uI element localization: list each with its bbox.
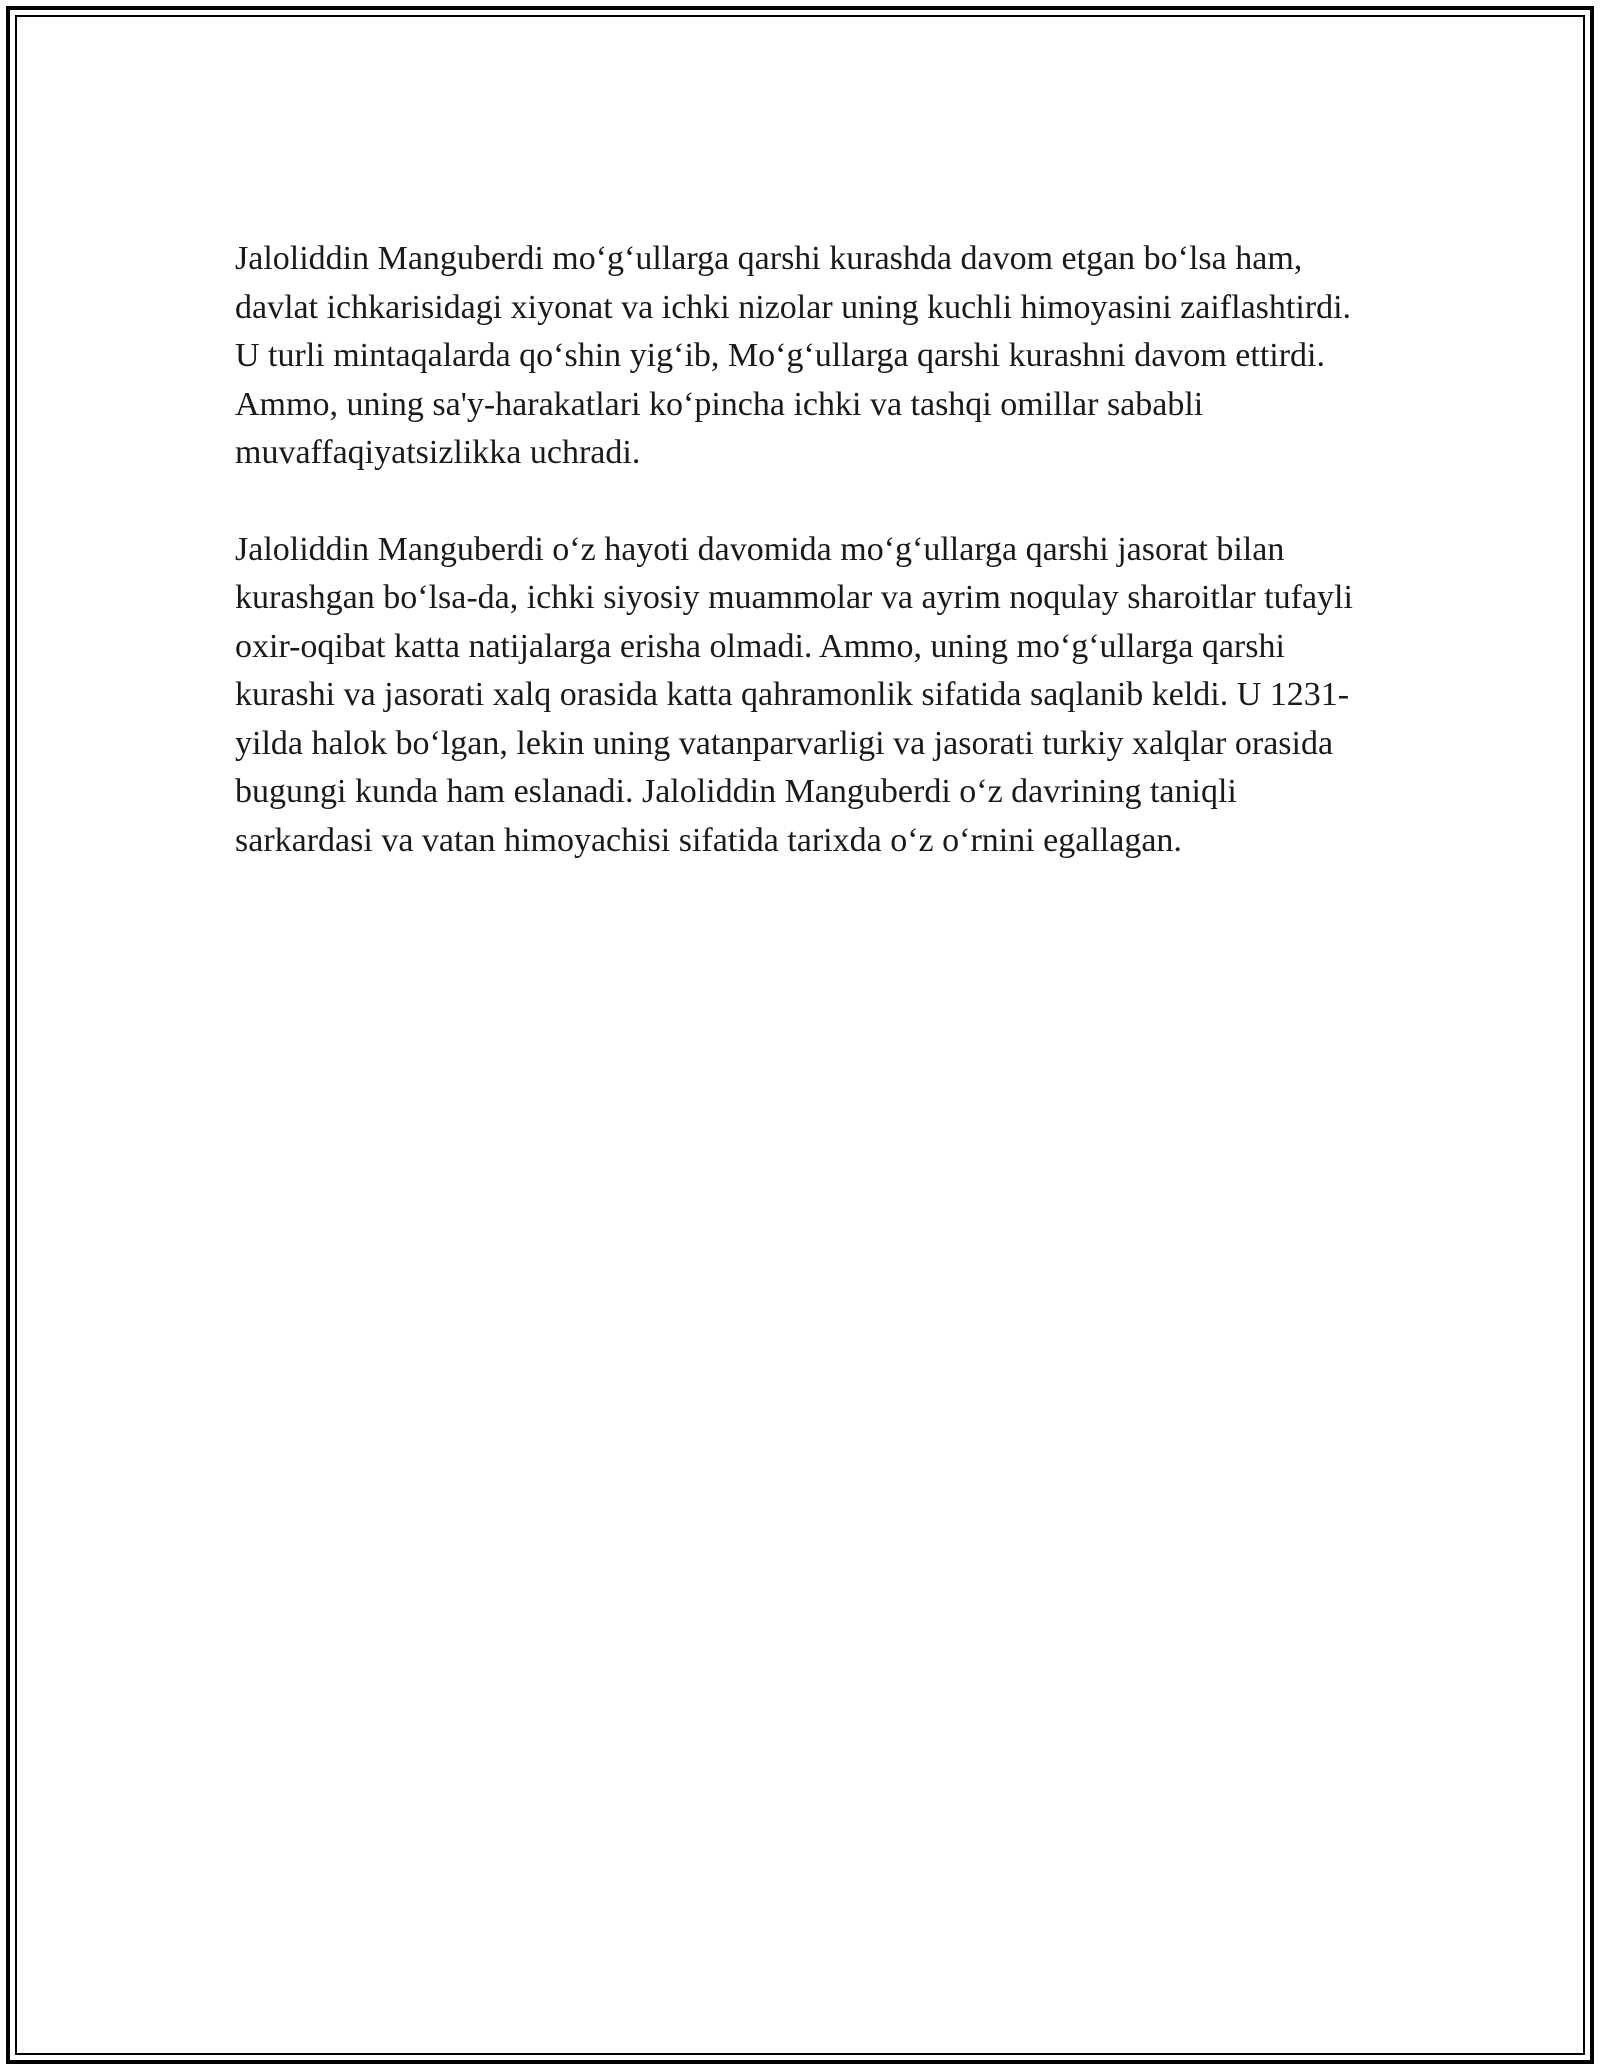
paragraph-2: Jaloliddin Manguberdi o‘z hayoti davomida mo‘g‘ullarga qarshi jasorat bilan kurashgan bo‘lsa-da, ichki siyosiy muammolar va ayrim noqulay sharoitlar tufayli oxir-oqibat katta natijalarga erisha olmadi. Ammo, uning mo‘g‘ullarga qarshi kurashi va jasorati xalq orasida katta qahramonlik sifatida saqlanib keldi. U 1231-yilda halok bo‘lgan, lekin uning vatanparvarligi va jasorati turkiy xalqlar orasida bugungi kunda ham eslanadi. Jaloliddin Manguberdi o‘z davrining taniqli sarkardasi va vatan himoyachisi sifatida tarixda o‘z o‘rnini egallagan. [235, 530, 1353, 859]
document-body [235, 235, 1355, 913]
paragraph-1: Jaloliddin Manguberdi mo‘g‘ullarga qarshi kurashda davom etgan bo‘lsa ham, davlat ichkarisidagi xiyonat va ichki nizolar uning kuchli himoyasini zaiflashtirdi. U turli mintaqalarda qo‘shin yig‘ib, Mo‘g‘ullarga qarshi kurashni davom ettirdi. Ammo, uning sa'y-harakatlari ko‘pincha ichki va tashqi omillar sababli muvaffaqiyatsizlikka uchradi. [235, 240, 1352, 471]
